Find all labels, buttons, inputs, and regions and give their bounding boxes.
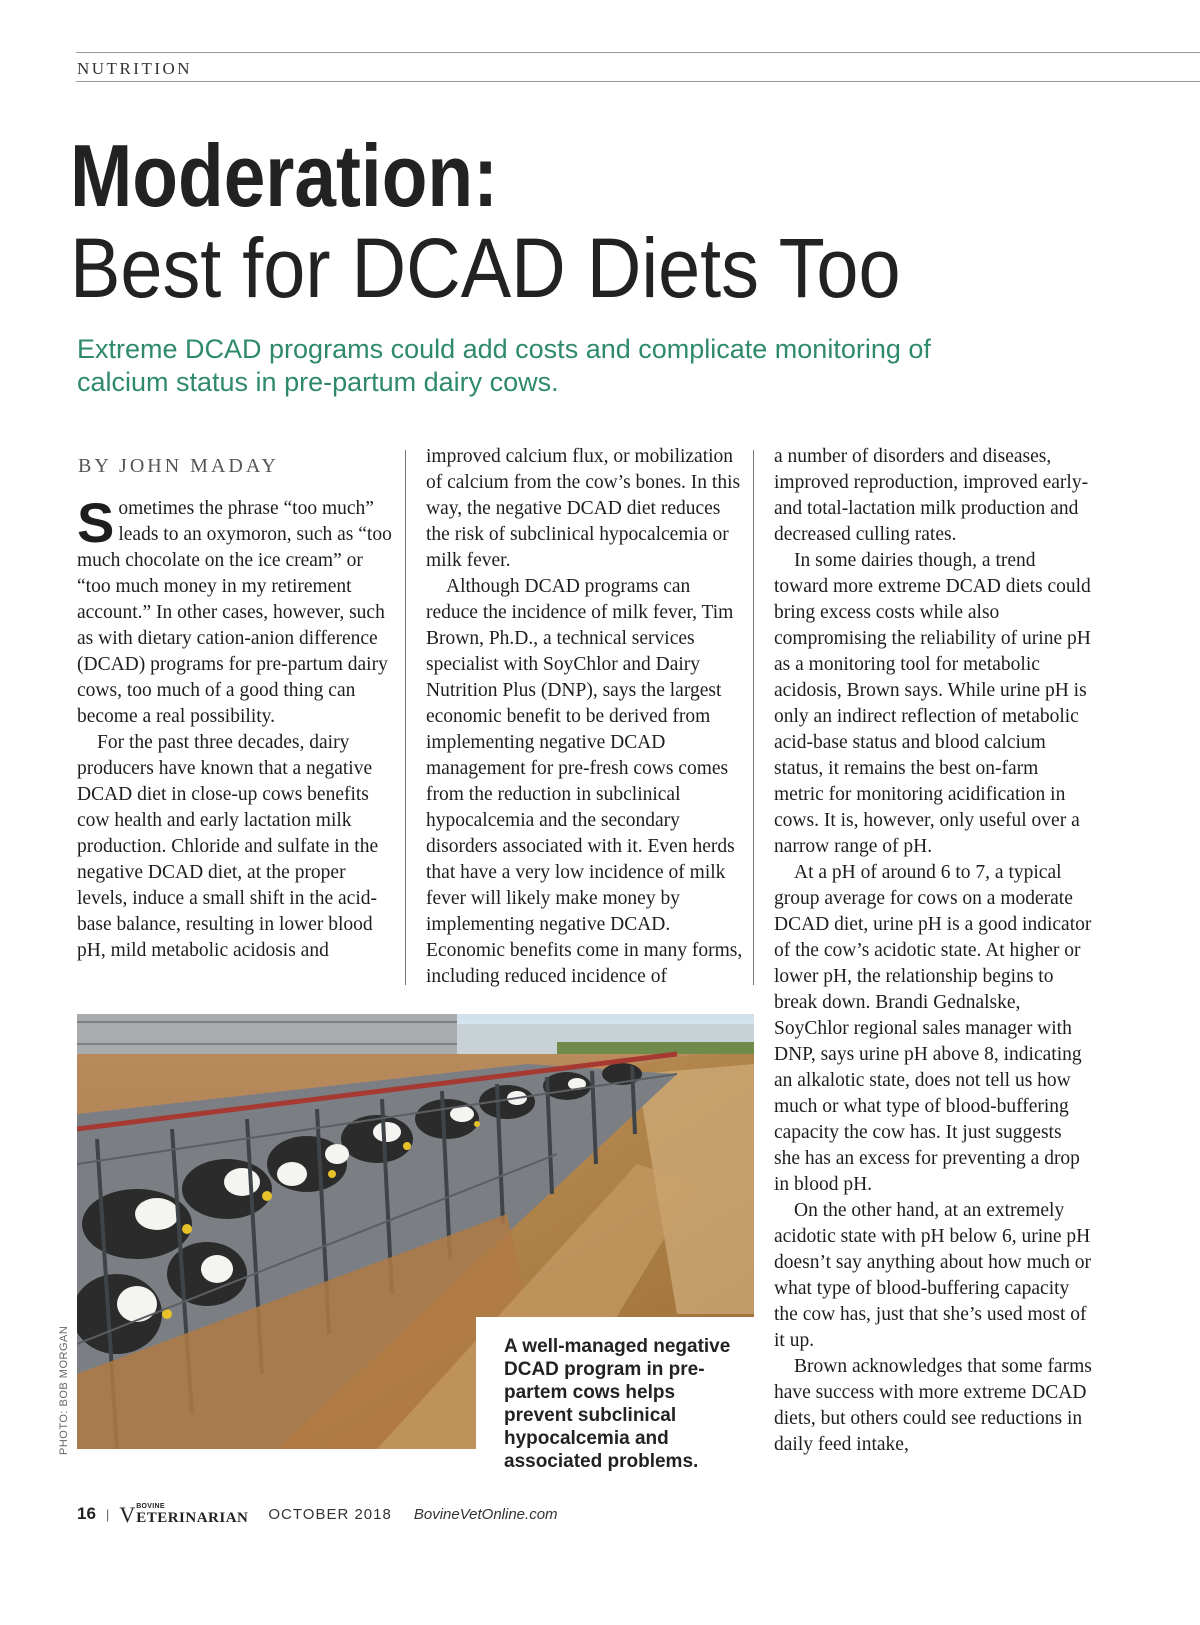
photo-caption-box [476,1317,754,1472]
drop-cap: S [77,491,115,554]
column-divider [405,450,406,985]
article-column-1 [77,491,397,964]
paragraph: For the past three decades, dairy producers have known that a negative DCAD diet in close-up cows benefits cow health and early lactation milk production. Chloride and sulfate in the negative DCAD diet, at the proper levels, induce a small shift in the acid-base balance, resulting in lower blood pH, mild metabolic acidosis and [77,732,379,961]
deck-subtitle: Extreme DCAD programs could add costs and complicate monitoring of calcium status in pre-partum dairy cows. [77,334,931,397]
byline: BY JOHN MADAY [78,455,279,477]
footer-separator: | [105,1506,110,1522]
photo-caption: A well-managed negative DCAD program in pre-partem cows helps prevent subclinical hypocalcemia and associated problems. [504,1336,731,1472]
paragraph-text: ometimes the phrase “too much” leads to an oxymoron, such as “too much chocolate on the ice cream” or “too much money in my retirement account.” In other cases, however, such as with dietary cation-anion difference (DCAD) programs for pre-partum dairy cows, too much of a good thing can become a real possibility. [77,498,392,727]
logo-initial: V [119,1501,136,1527]
article-column-2 [426,444,744,990]
headline-line-2: Best for DCAD Diets Too [70,221,901,315]
page-number: 16 [77,1504,96,1523]
headline-line-1: Moderation: [70,126,498,225]
paragraph: In some dairies though, a trend toward more extreme DCAD diets could bring excess costs while also compromising the reliability of urine pH as a monitoring tool for metabolic acidosis, Brown says. While urine pH is only an indirect reflection of metabolic acid-base status and blood calcium status, it remains the best on-farm metric for monitoring acidification in cows. It is, however, only useful over a narrow range of pH. [774,550,1091,857]
column-divider [753,450,754,985]
paragraph: Although DCAD programs can reduce the incidence of milk fever, Tim Brown, Ph.D., a technical services specialist with SoyChlor and Dairy Nutrition Plus (DNP), says the largest economic benefit to be derived from implementing negative DCAD management for pre-fresh cows comes from the reduction in subclinical hypocalcemia and the secondary disorders associated with it. Even herds that have a very low incidence of milk fever will likely make money by implementing negative DCAD. Economic benefits come in many forms, including reduced incidence of [426,576,743,987]
paragraph: improved calcium flux, or mobilization of calcium from the cow’s bones. In this way, the negative DCAD diet reduces the risk of subclinical hypocalcemia or milk fever. [426,446,741,571]
photo-credit: PHOTO: BOB MORGAN [58,1325,70,1455]
top-rule [76,52,1200,53]
section-rule [76,81,1200,82]
paragraph: Brown acknowledges that some farms have success with more extreme DCAD diets, but others could see reductions in daily feed intake, [774,1356,1092,1455]
article-column-3 [774,444,1092,1458]
section-label: NUTRITION [77,59,193,78]
logo-main-text: ETERINARIAN [136,1509,249,1526]
paragraph: On the other hand, at an extremely acidotic state with pH below 6, urine pH doesn’t say anything about how much or what type of blood-buffering capacity the cow has, just that she’s used most of it up. [774,1200,1092,1351]
magazine-logo [119,1503,248,1526]
issue-date: OCTOBER 2018 [268,1505,392,1523]
page-footer [77,1499,777,1529]
paragraph [77,491,397,730]
logo-small-text: BOVINE [136,1502,165,1510]
website-url: BovineVetOnline.com [413,1505,558,1523]
paragraph: At a pH of around 6 to 7, a typical group average for cows on a moderate DCAD diet, urine pH is a good indicator of the cow’s acidotic state. At higher or lower pH, the relationship begins to break down. Brandi Gednalske, SoyChlor regional sales manager with DNP, says urine pH above 8, indicating an alkalotic state, does not tell us how much or what type of blood-buffering capacity the cow has. It just suggests she has an excess for preventing a drop in blood pH. [774,862,1092,1195]
paragraph: a number of disorders and diseases, improved reproduction, improved early- and total-lactation milk production and decreased culling rates. [774,446,1089,545]
